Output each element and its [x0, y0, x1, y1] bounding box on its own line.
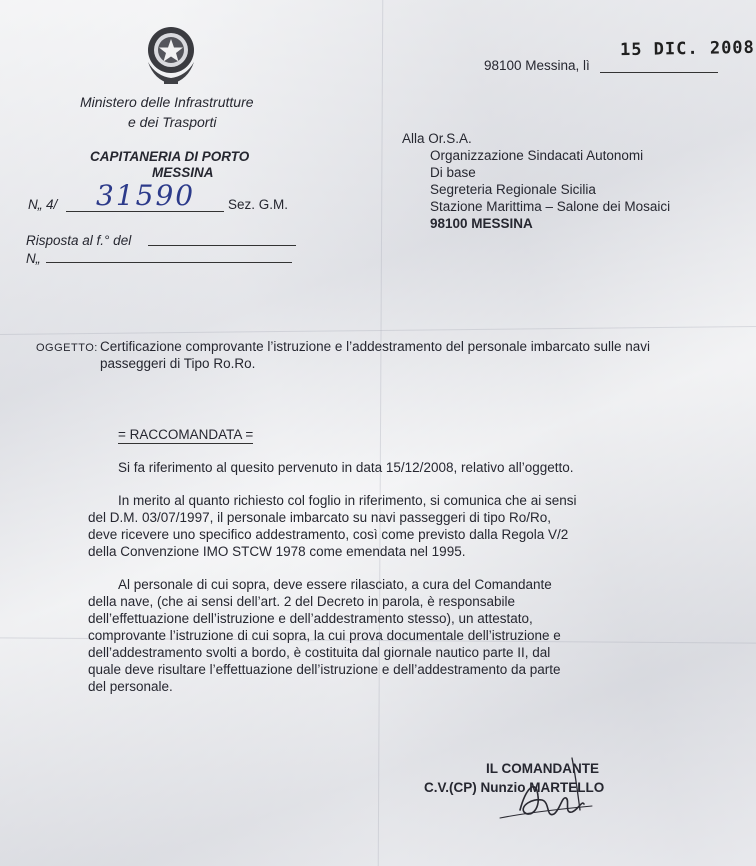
signature-name: C.V.(CP) Nunzio MARTELLO	[424, 780, 605, 795]
delivery-method-text: = RACCOMANDATA =	[118, 427, 254, 442]
paragraph-1: Si fa riferimento al quesito pervenuto in data 15/12/2008, relativo all’oggetto.	[118, 460, 574, 475]
paragraph-3-line-3: dell’effettuazione dell’istruzione e dell’addestramento stesso), un attestato,	[88, 611, 533, 626]
paragraph-3-line-5: dell’addestramento svolti a bordo, è costituita dal giornale nautico parte II, dal	[88, 645, 551, 660]
reply-line	[148, 245, 296, 246]
paragraph-2-line-1: In merito al quanto richiesto col foglio in riferimento, si comunica che ai sensi	[118, 493, 577, 508]
subject-label: OGGETTO:	[36, 342, 98, 354]
reply-n-line	[46, 262, 292, 263]
office-line-1: CAPITANERIA DI PORTO	[90, 149, 250, 164]
protocol-number: 31590	[96, 179, 196, 212]
paragraph-3-line-1: Al personale di cui sopra, deve essere rilasciato, a cura del Comandante	[118, 577, 552, 592]
recipient-line-3: Di base	[430, 165, 476, 180]
paragraph-3-line-4: comprovante l’istruzione di cui sopra, la cui prova documentale dell’istruzione e	[88, 628, 561, 643]
subject-line-1: Certificazione comprovante l’istruzione e l’addestramento del personale imbarcato sulle navi	[100, 339, 651, 354]
protocol-prefix: N„ 4/	[28, 197, 58, 212]
reply-label: Risposta al f.° del	[26, 233, 132, 248]
crease-line	[0, 326, 756, 335]
paragraph-3-line-2: della nave, (che ai sensi dell’art. 2 del Decreto in parola, è responsabile	[88, 594, 515, 609]
recipient-line-4: Segreteria Regionale Sicilia	[430, 182, 596, 197]
paragraph-2-line-4: della Convenzione IMO STCW 1978 come emendata nel 1995.	[88, 544, 466, 559]
reply-n-label: N„	[26, 251, 41, 266]
date-stamp: 15 DIC. 2008	[619, 37, 755, 61]
paragraph-3-line-7: del personale.	[88, 679, 173, 694]
recipient-line-5: Stazione Marittima – Salone dei Mosaici	[430, 199, 671, 214]
recipient-line-1: Alla Or.S.A.	[402, 131, 472, 146]
recipient-line-2: Organizzazione Sindacati Autonomi	[430, 148, 644, 163]
ministry-line-2: e dei Trasporti	[128, 114, 217, 130]
place-date-prefix: 98100 Messina, lì	[484, 58, 590, 73]
handwritten-signature	[480, 748, 610, 840]
paragraph-2-line-2: del D.M. 03/07/1997, il personale imbarcato su navi passeggeri di tipo Ro/Ro,	[88, 510, 552, 525]
paragraph-3-line-6: quale deve risultare l’effettuazione dell’istruzione e dell’addestramento da parte	[88, 662, 561, 677]
ministry-line-1: Ministero delle Infrastrutture	[80, 94, 254, 110]
delivery-method	[118, 426, 253, 444]
crease-line	[378, 0, 384, 866]
signature-title: IL COMANDANTE	[486, 761, 599, 776]
subject-line-2: passeggeri di Tipo Ro.Ro.	[100, 356, 256, 371]
office-line-2: MESSINA	[152, 165, 214, 180]
emblem-icon	[140, 22, 202, 88]
date-line	[600, 72, 718, 73]
recipient-line-6: 98100 MESSINA	[430, 216, 533, 231]
protocol-section: Sez. G.M.	[228, 197, 289, 212]
paragraph-2-line-3: deve ricevere uno specifico addestramento, così come previsto dalla Regola V/2	[88, 527, 569, 542]
